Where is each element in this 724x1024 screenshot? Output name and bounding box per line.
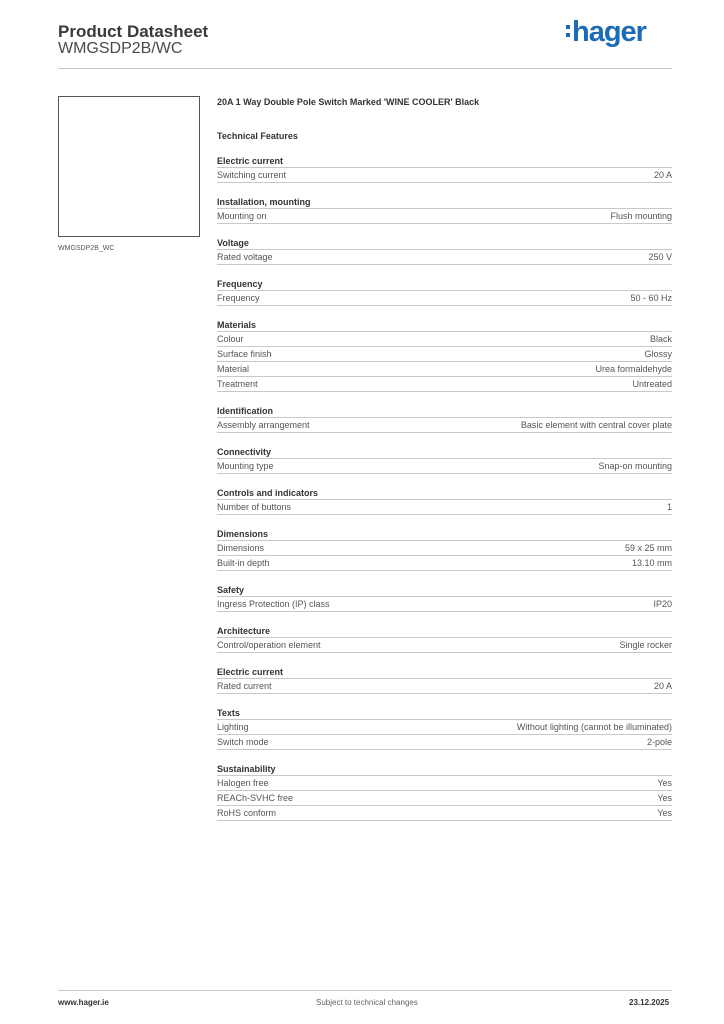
feature-value: Flush mounting bbox=[610, 211, 672, 221]
product-image bbox=[58, 96, 200, 237]
feature-value: Glossy bbox=[644, 349, 672, 359]
page-title: Product Datasheet bbox=[58, 22, 209, 41]
feature-label: REACh-SVHC free bbox=[217, 793, 294, 803]
technical-features-title: Technical Features bbox=[217, 131, 298, 141]
section-title: Dimensions bbox=[217, 528, 672, 541]
feature-sections bbox=[217, 155, 672, 821]
feature-value: Black bbox=[649, 334, 672, 344]
section-title: Sustainability bbox=[217, 763, 672, 776]
feature-label: Rated current bbox=[217, 681, 272, 691]
footer-website: www.hager.ie bbox=[58, 998, 109, 1007]
section-title: Architecture bbox=[217, 625, 672, 638]
section-title: Voltage bbox=[217, 237, 672, 250]
section-title: Texts bbox=[217, 707, 672, 720]
feature-label: Mounting on bbox=[217, 211, 267, 221]
feature-row bbox=[217, 362, 672, 377]
feature-value: IP20 bbox=[653, 599, 672, 609]
feature-row bbox=[217, 250, 672, 265]
feature-label: Surface finish bbox=[217, 349, 272, 359]
feature-section bbox=[217, 319, 672, 392]
feature-value: Snap-on mounting bbox=[598, 461, 672, 471]
feature-row bbox=[217, 679, 672, 694]
feature-value: Basic element with central cover plate bbox=[520, 420, 672, 430]
feature-label: Halogen free bbox=[217, 778, 269, 788]
section-title: Identification bbox=[217, 405, 672, 418]
feature-row bbox=[217, 735, 672, 750]
feature-row bbox=[217, 377, 672, 392]
feature-label: Colour bbox=[217, 334, 244, 344]
product-code: WMGSDP2B/WC bbox=[58, 40, 183, 57]
feature-row bbox=[217, 597, 672, 612]
section-title: Frequency bbox=[217, 278, 672, 291]
hager-logo bbox=[566, 16, 646, 49]
feature-label: Built-in depth bbox=[217, 558, 270, 568]
feature-value: 2-pole bbox=[646, 737, 672, 747]
feature-row bbox=[217, 459, 672, 474]
image-caption: WMGSDP2B_WC bbox=[58, 245, 115, 252]
feature-row bbox=[217, 347, 672, 362]
feature-section bbox=[217, 763, 672, 821]
feature-section bbox=[217, 584, 672, 612]
feature-value: 1 bbox=[666, 502, 672, 512]
section-title: Connectivity bbox=[217, 446, 672, 459]
feature-label: Dimensions bbox=[217, 543, 265, 553]
feature-label: Lighting bbox=[217, 722, 249, 732]
feature-row bbox=[217, 500, 672, 515]
footer-divider bbox=[58, 990, 672, 991]
feature-section bbox=[217, 625, 672, 653]
feature-row bbox=[217, 332, 672, 347]
feature-row bbox=[217, 638, 672, 653]
feature-value: 59 x 25 mm bbox=[624, 543, 672, 553]
feature-label: Assembly arrangement bbox=[217, 420, 310, 430]
section-title: Electric current bbox=[217, 155, 672, 168]
logo-text: hager bbox=[572, 16, 646, 48]
product-description: 20A 1 Way Double Pole Switch Marked 'WINE COOLER' Black bbox=[217, 97, 480, 107]
header-divider bbox=[58, 68, 672, 69]
feature-value: 13.10 mm bbox=[631, 558, 672, 568]
feature-value: Single rocker bbox=[619, 640, 672, 650]
feature-label: Number of buttons bbox=[217, 502, 292, 512]
section-title: Controls and indicators bbox=[217, 487, 672, 500]
section-title: Materials bbox=[217, 319, 672, 332]
feature-row bbox=[217, 168, 672, 183]
feature-value: Yes bbox=[657, 778, 672, 788]
feature-section bbox=[217, 528, 672, 571]
logo-dots-icon bbox=[566, 21, 570, 41]
feature-value: 20 A bbox=[653, 170, 672, 180]
footer-notice: Subject to technical changes bbox=[316, 998, 418, 1007]
feature-value: 250 V bbox=[648, 252, 672, 262]
feature-label: Material bbox=[217, 364, 250, 374]
feature-value: Yes bbox=[657, 793, 672, 803]
feature-value: Without lighting (cannot be illuminated) bbox=[516, 722, 672, 732]
feature-section bbox=[217, 237, 672, 265]
feature-section bbox=[217, 278, 672, 306]
feature-row bbox=[217, 291, 672, 306]
feature-row bbox=[217, 791, 672, 806]
feature-row bbox=[217, 806, 672, 821]
section-title: Installation, mounting bbox=[217, 196, 672, 209]
feature-label: Frequency bbox=[217, 293, 260, 303]
feature-value: 50 - 60 Hz bbox=[630, 293, 672, 303]
feature-section bbox=[217, 446, 672, 474]
section-title: Safety bbox=[217, 584, 672, 597]
feature-label: Switch mode bbox=[217, 737, 269, 747]
footer-date: 23.12.2025 bbox=[629, 998, 670, 1007]
feature-section bbox=[217, 155, 672, 183]
feature-row bbox=[217, 541, 672, 556]
feature-row bbox=[217, 556, 672, 571]
feature-section bbox=[217, 196, 672, 224]
feature-section bbox=[217, 405, 672, 433]
feature-label: RoHS conform bbox=[217, 808, 277, 818]
feature-label: Treatment bbox=[217, 379, 258, 389]
technical-content bbox=[217, 96, 672, 821]
feature-value: Urea formaldehyde bbox=[595, 364, 672, 374]
feature-label: Rated voltage bbox=[217, 252, 273, 262]
feature-label: Control/operation element bbox=[217, 640, 321, 650]
feature-label: Ingress Protection (IP) class bbox=[217, 599, 330, 609]
section-title: Electric current bbox=[217, 666, 672, 679]
feature-row bbox=[217, 418, 672, 433]
feature-section bbox=[217, 707, 672, 750]
feature-section bbox=[217, 666, 672, 694]
feature-value: Untreated bbox=[632, 379, 672, 389]
feature-row bbox=[217, 720, 672, 735]
feature-row bbox=[217, 209, 672, 224]
feature-value: Yes bbox=[657, 808, 672, 818]
feature-label: Mounting type bbox=[217, 461, 274, 471]
feature-label: Switching current bbox=[217, 170, 287, 180]
feature-value: 20 A bbox=[653, 681, 672, 691]
feature-section bbox=[217, 487, 672, 515]
feature-row bbox=[217, 776, 672, 791]
